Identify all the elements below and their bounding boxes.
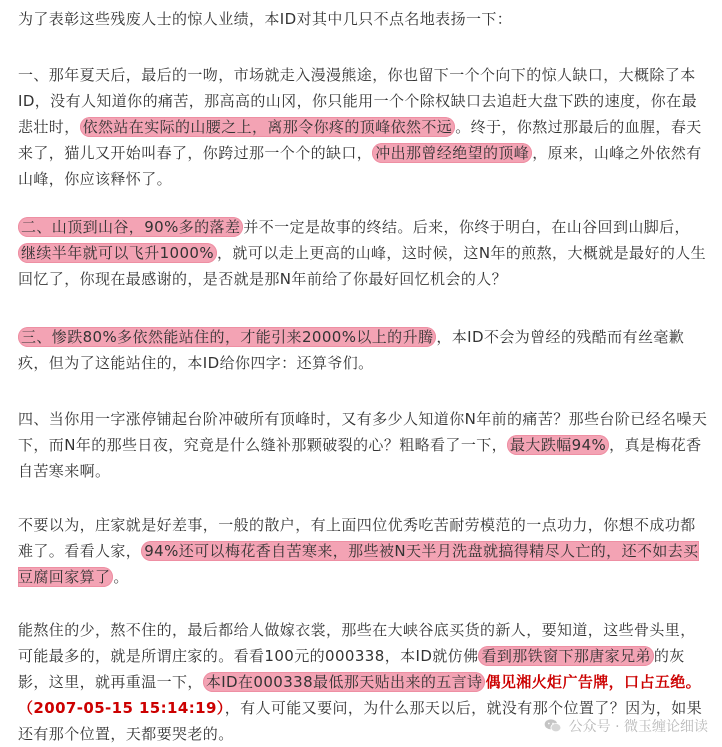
p6-text-c: ，有人可能又要问，为什么那天以后，就没有那个位置了？因为，如果还有那个位置，天都要哭老的。 [18, 699, 703, 743]
p6-text-b: 的灰影，这里，就再重温一下， [18, 647, 685, 691]
paragraph-3 [18, 324, 708, 376]
p6-date: （2007-05-15 15:14:19） [18, 699, 225, 717]
p6-highlight-1: 看到那铁窗下那唐家兄弟 [478, 646, 653, 666]
p1-text-a: 一、那年夏天后，最后的一吻，市场就走入漫漫熊途，你也留下一个个向下的惊人缺口，大概除了本ID，没有人知道你的痛苦，那高高的山冈，你只能用一个个除权缺口去追赶大盘下跌的速度，你在最悲壮时， [18, 66, 697, 136]
p5-text-b: 。 [113, 568, 129, 586]
p4-highlight-1: 最大跌幅94% [507, 435, 609, 455]
p3-highlight-1: 三、惨跌80%多依然能站住的，才能引来2000%以上的升腾 [18, 327, 436, 347]
p3-text-a: ，本ID不会为曾经的残酷而有丝毫歉疚，但为了这能站住的，本ID给你四字：还算爷们。 [18, 328, 685, 372]
intro-text: 为了表彰这些残废人士的惊人业绩，本ID对其中几只不点名地表扬一下： [18, 10, 513, 28]
p1-text-c: ，原来，山峰之外依然有山峰，你应该释怀了。 [18, 144, 702, 188]
wechat-icon [543, 716, 563, 736]
watermark-text: 公众号 · 微玉缠论细读 [568, 719, 708, 735]
p6-poem-title: 偶见湘火炬广告牌，口占五绝。 [485, 673, 702, 691]
paragraph-5 [18, 512, 708, 590]
p2-highlight-2: 继续半年就可以飞升1000% [18, 243, 217, 263]
p5-highlight-1: 94%还可以梅花香自苦寒来，那些被N天半月洗盘就搞得精尽人亡的，还不如去买豆腐回家算了 [18, 542, 699, 586]
p6-highlight-2: 本ID在000338最低那天贴出来的五言诗 [203, 672, 486, 692]
p2-highlight-1: 二、山顶到山谷，90%多的落差 [18, 217, 243, 237]
paragraph-2 [18, 214, 708, 292]
p4-text-b: ，真是梅花香自苦寒来啊。 [18, 436, 702, 480]
paragraph-1 [18, 62, 708, 192]
p1-highlight-2: 冲出那曾经绝望的顶峰 [372, 143, 532, 163]
p2-text-a: 并不一定是故事的终结。后来，你终于明白，在山谷回到山脚后， [243, 218, 690, 236]
p2-text-b: ，就可以走上更高的山峰，这时候，这N年的煎熬，大概就是最好的人生回忆了，你现在最感谢的，是否就是那N年前给了你最好回忆机会的人？ [18, 244, 707, 288]
p6-text-a: 能熬住的少，熬不住的，最后都给人做嫁衣裳，那些在大峡谷底买货的新人，要知道，这些骨头里，可能最多的，就是所谓庄家的。看看100元的000338，本ID就仿佛 [18, 621, 696, 665]
watermark [543, 713, 708, 739]
p1-text-b: 。终于，你熬过那最后的血腥，春天来了，猫儿又开始叫春了，你跨过那一个个的缺口， [18, 118, 702, 162]
paragraph-4 [18, 406, 708, 484]
p5-text-a: 不要以为，庄家就是好差事，一般的散户，有上面四位优秀吃苦耐劳模范的一点功力，你想不成功都难了。看看人家， [18, 516, 696, 560]
p1-highlight-1: 依然站在实际的山腰之上，离那令你疼的顶峰依然不远 [80, 117, 456, 137]
p4-text-a: 四、当你用一字涨停铺起台阶冲破所有顶峰时，又有多少人知道你N年前的痛苦？那些台阶已经名噪天下，而N年的那些日夜，究竟是什么缝补那颗破裂的心？粗略看了一下， [18, 410, 708, 454]
intro-paragraph [18, 6, 708, 32]
